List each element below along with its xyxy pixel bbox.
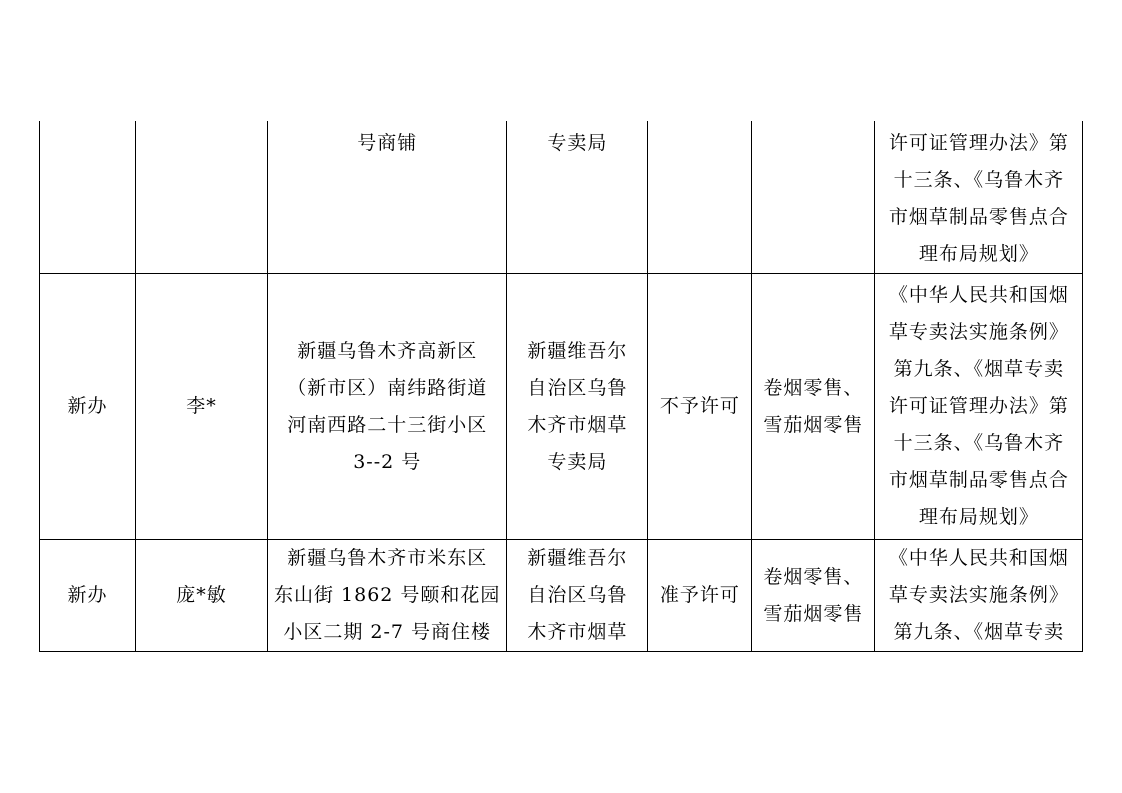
authority-cell: 新疆维吾尔 自治区乌鲁 木齐市烟草 专卖局: [507, 274, 648, 540]
decision-cell: 不予许可: [648, 274, 752, 540]
type-cell: 新办: [40, 540, 136, 652]
decision-cell: [648, 121, 752, 274]
table-row: [40, 540, 1083, 652]
type-cell: [40, 121, 136, 274]
scope-cell: 卷烟零售、 雪茄烟零售: [752, 540, 875, 652]
type-cell: 新办: [40, 274, 136, 540]
authority-cell: 专卖局: [507, 121, 648, 274]
address-cell: 新疆乌鲁木齐高新区 （新市区）南纬路街道 河南西路二十三街小区 3--2 号: [268, 274, 507, 540]
address-cell: 新疆乌鲁木齐市米东区 东山街 1862 号颐和花园 小区二期 2-7 号商住楼: [268, 540, 507, 652]
scope-cell: 卷烟零售、 雪茄烟零售: [752, 274, 875, 540]
license-table: [39, 121, 1083, 652]
scope-cell: [752, 121, 875, 274]
name-cell: 李*: [136, 274, 268, 540]
name-cell: 庞*敏: [136, 540, 268, 652]
table-row: [40, 274, 1083, 540]
name-cell: [136, 121, 268, 274]
address-cell: 号商铺: [268, 121, 507, 274]
basis-cell: 《中华人民共和国烟 草专卖法实施条例》 第九条、《烟草专卖: [875, 540, 1083, 652]
authority-cell: 新疆维吾尔 自治区乌鲁 木齐市烟草: [507, 540, 648, 652]
basis-cell: 许可证管理办法》第 十三条、《乌鲁木齐 市烟草制品零售点合 理布局规划》: [875, 121, 1083, 274]
basis-cell: 《中华人民共和国烟 草专卖法实施条例》 第九条、《烟草专卖 许可证管理办法》第 十三条、《乌鲁木齐 市烟草制品零售点合 理布局规划》: [875, 274, 1083, 540]
decision-cell: 准予许可: [648, 540, 752, 652]
table-row: [40, 121, 1083, 274]
